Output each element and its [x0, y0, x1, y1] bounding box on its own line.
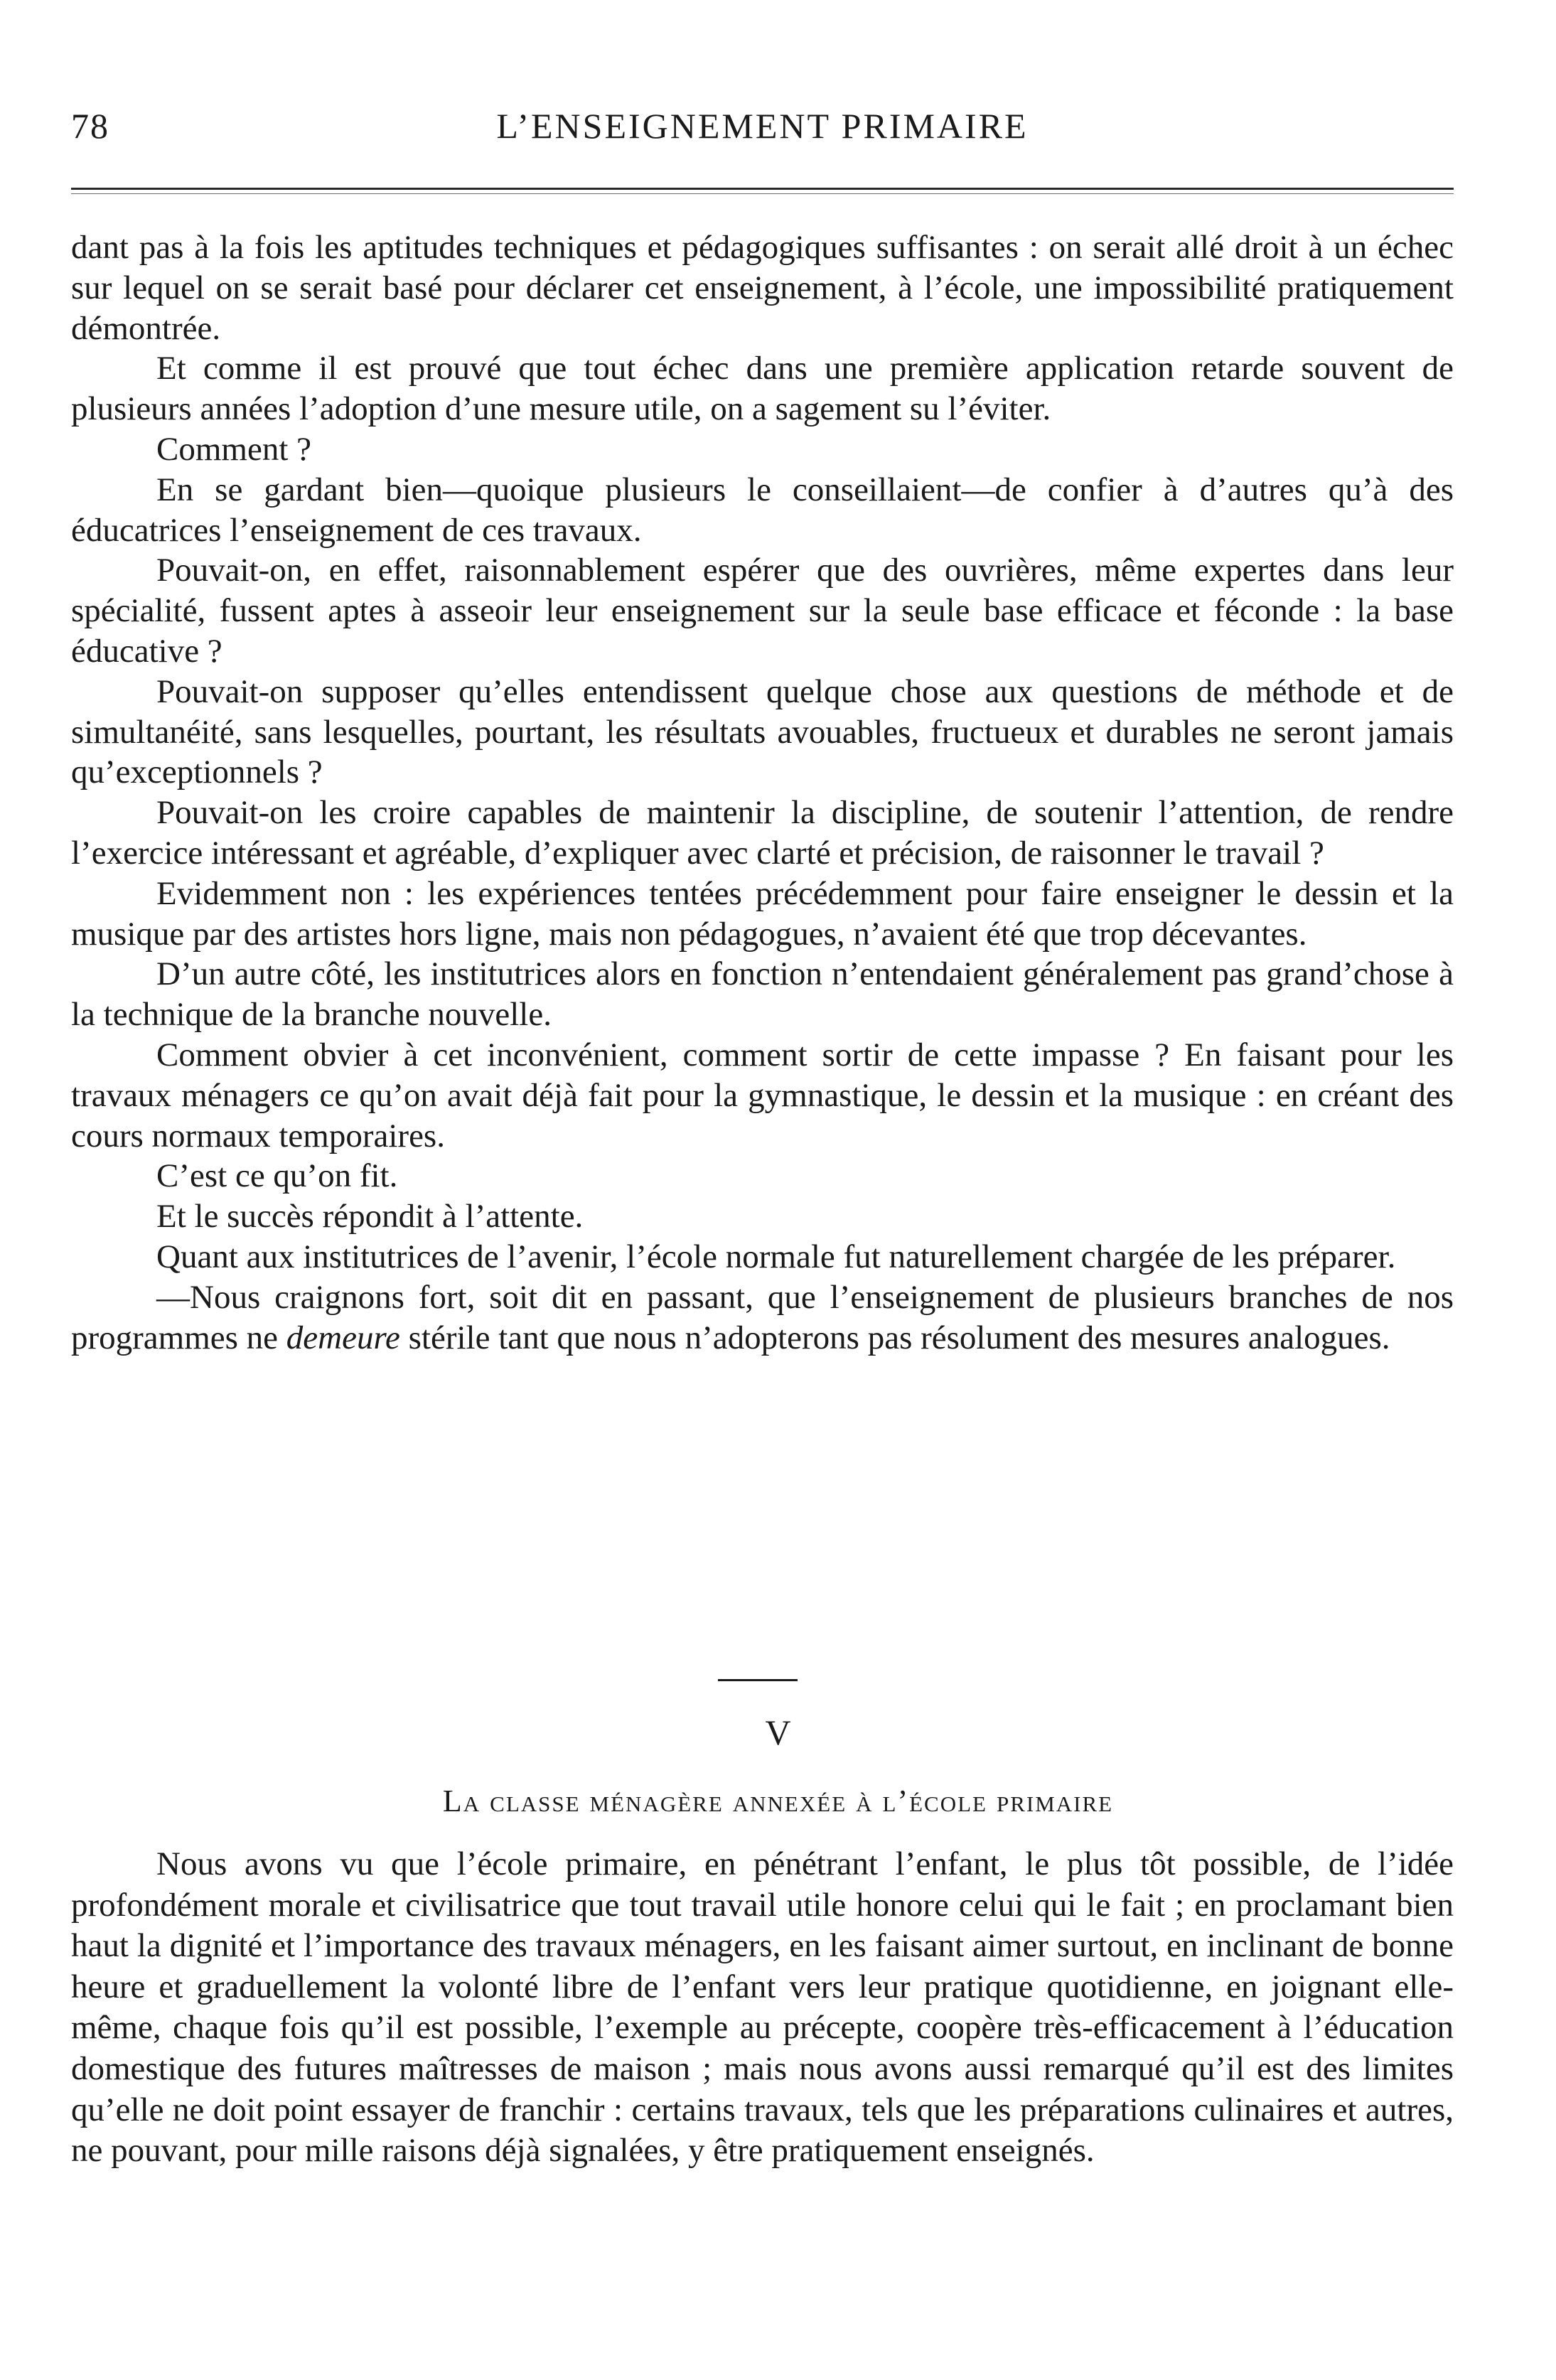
section-text — [71, 1844, 1454, 2172]
paragraph: dant pas à la fois les aptitudes techniques et pédagogiques suffisantes : on serait allé droit à un échec sur lequel on se serait basé pour déclarer cet enseignement, à l’école, une impossibilité pratiquement démontrée. — [71, 229, 1454, 347]
section-title: La classe ménagère annexée à l’école primaire — [442, 1784, 1114, 1818]
running-title: L’ENSEIGNEMENT PRIMAIRE — [496, 106, 1029, 146]
page-header — [71, 105, 1454, 155]
italic-word: demeure — [286, 1319, 400, 1356]
section-number: V — [765, 1712, 791, 1752]
paragraph-footnote — [71, 1277, 1454, 1358]
paragraph: Comment obvier à cet inconvénient, comment sortir de cette impasse ? En faisant pour les travaux ménagers ce qu’on avait déjà fait pour la gymnastique, le dessin et la musique : en créant des cours normaux temporaires. — [71, 1036, 1454, 1154]
paragraph: Nous avons vu que l’école primaire, en pénétrant l’enfant, le plus tôt possible, de l’idée profondément morale et civilisatrice que tout travail utile honore celui qui le fait ; en proclamant bien haut la dignité et l’importance des travaux ménagers, en les faisant aimer surtout, en inclinant de bonne heure et graduellement la volonté libre de l’enfant vers leur pratique quotidienne, en joignant elle-même, chaque fois qu’il est possible, l’exemple au précepte, coopère très-efficacement à l’éducation domestique des futures maîtresses de maison ; mais nous avons aussi remarqué qu’il est des limites qu’elle ne doit point essayer de franchir : certains travaux, tels que les préparations culinaires et autres, ne pouvant, pour mille raisons déjà signalées, y être pratiquement enseignés. — [71, 1845, 1454, 2170]
paragraph: Pouvait-on les croire capables de maintenir la discipline, de soutenir l’attention, de rendre l’exercice intéressant et agréable, d’expliquer avec clarté et précision, de raisonner le travail ? — [71, 794, 1454, 872]
paragraph: Pouvait-on, en effet, raisonnablement espérer que des ouvrières, même expertes dans leur spécialité, fussent aptes à asseoir leur enseignement sur la seule base efficace et féconde : la base éducative ? — [71, 552, 1454, 670]
paragraph-part: —Nous craignons fort, soit dit en passant, que l’enseignement de plusieurs branches de nos programmes ne — [71, 1278, 1454, 1356]
section-divider — [718, 1679, 798, 1681]
paragraph: Et le succès répondit à l’attente. — [156, 1198, 584, 1235]
paragraph: D’un autre côté, les institutrices alors en fonction n’entendaient généralement pas grand’chose à la technique de la branche nouvelle. — [71, 955, 1454, 1034]
paragraph: Quant aux institutrices de l’avenir, l’école normale fut naturellement chargée de les préparer. — [156, 1238, 1396, 1275]
paragraph: Et comme il est prouvé que tout échec dans une première application retarde souvent de plusieurs années l’adoption d’une mesure utile, on a sagement su l’éviter. — [71, 350, 1454, 428]
paragraph: Evidemment non : les expériences tentées précédemment pour faire enseigner le dessin et la musique par des artistes hors ligne, mais non pédagogues, n’avaient été que trop décevantes. — [71, 874, 1454, 953]
header-rule — [71, 188, 1454, 190]
page-number: 78 — [71, 106, 109, 146]
paragraph: En se gardant bien—quoique plusieurs le conseillaient—de confier à d’autres qu’à des éducatrices l’enseignement de ces travaux. — [71, 471, 1454, 549]
paragraph: C’est ce qu’on fit. — [156, 1157, 398, 1195]
paragraph-part: stérile tant que nous n’adopterons pas résolument des mesures analogues. — [399, 1319, 1390, 1356]
paragraph: Comment ? — [156, 430, 311, 468]
body-text — [71, 227, 1454, 1358]
paragraph: Pouvait-on supposer qu’elles entendissent quelque chose aux questions de méthode et de simultanéité, sans lesquelles, pourtant, les résultats avouables, fructueux et durables ne seront jamais qu’exceptionnels ? — [71, 672, 1454, 791]
header-rule-thin — [71, 193, 1454, 194]
